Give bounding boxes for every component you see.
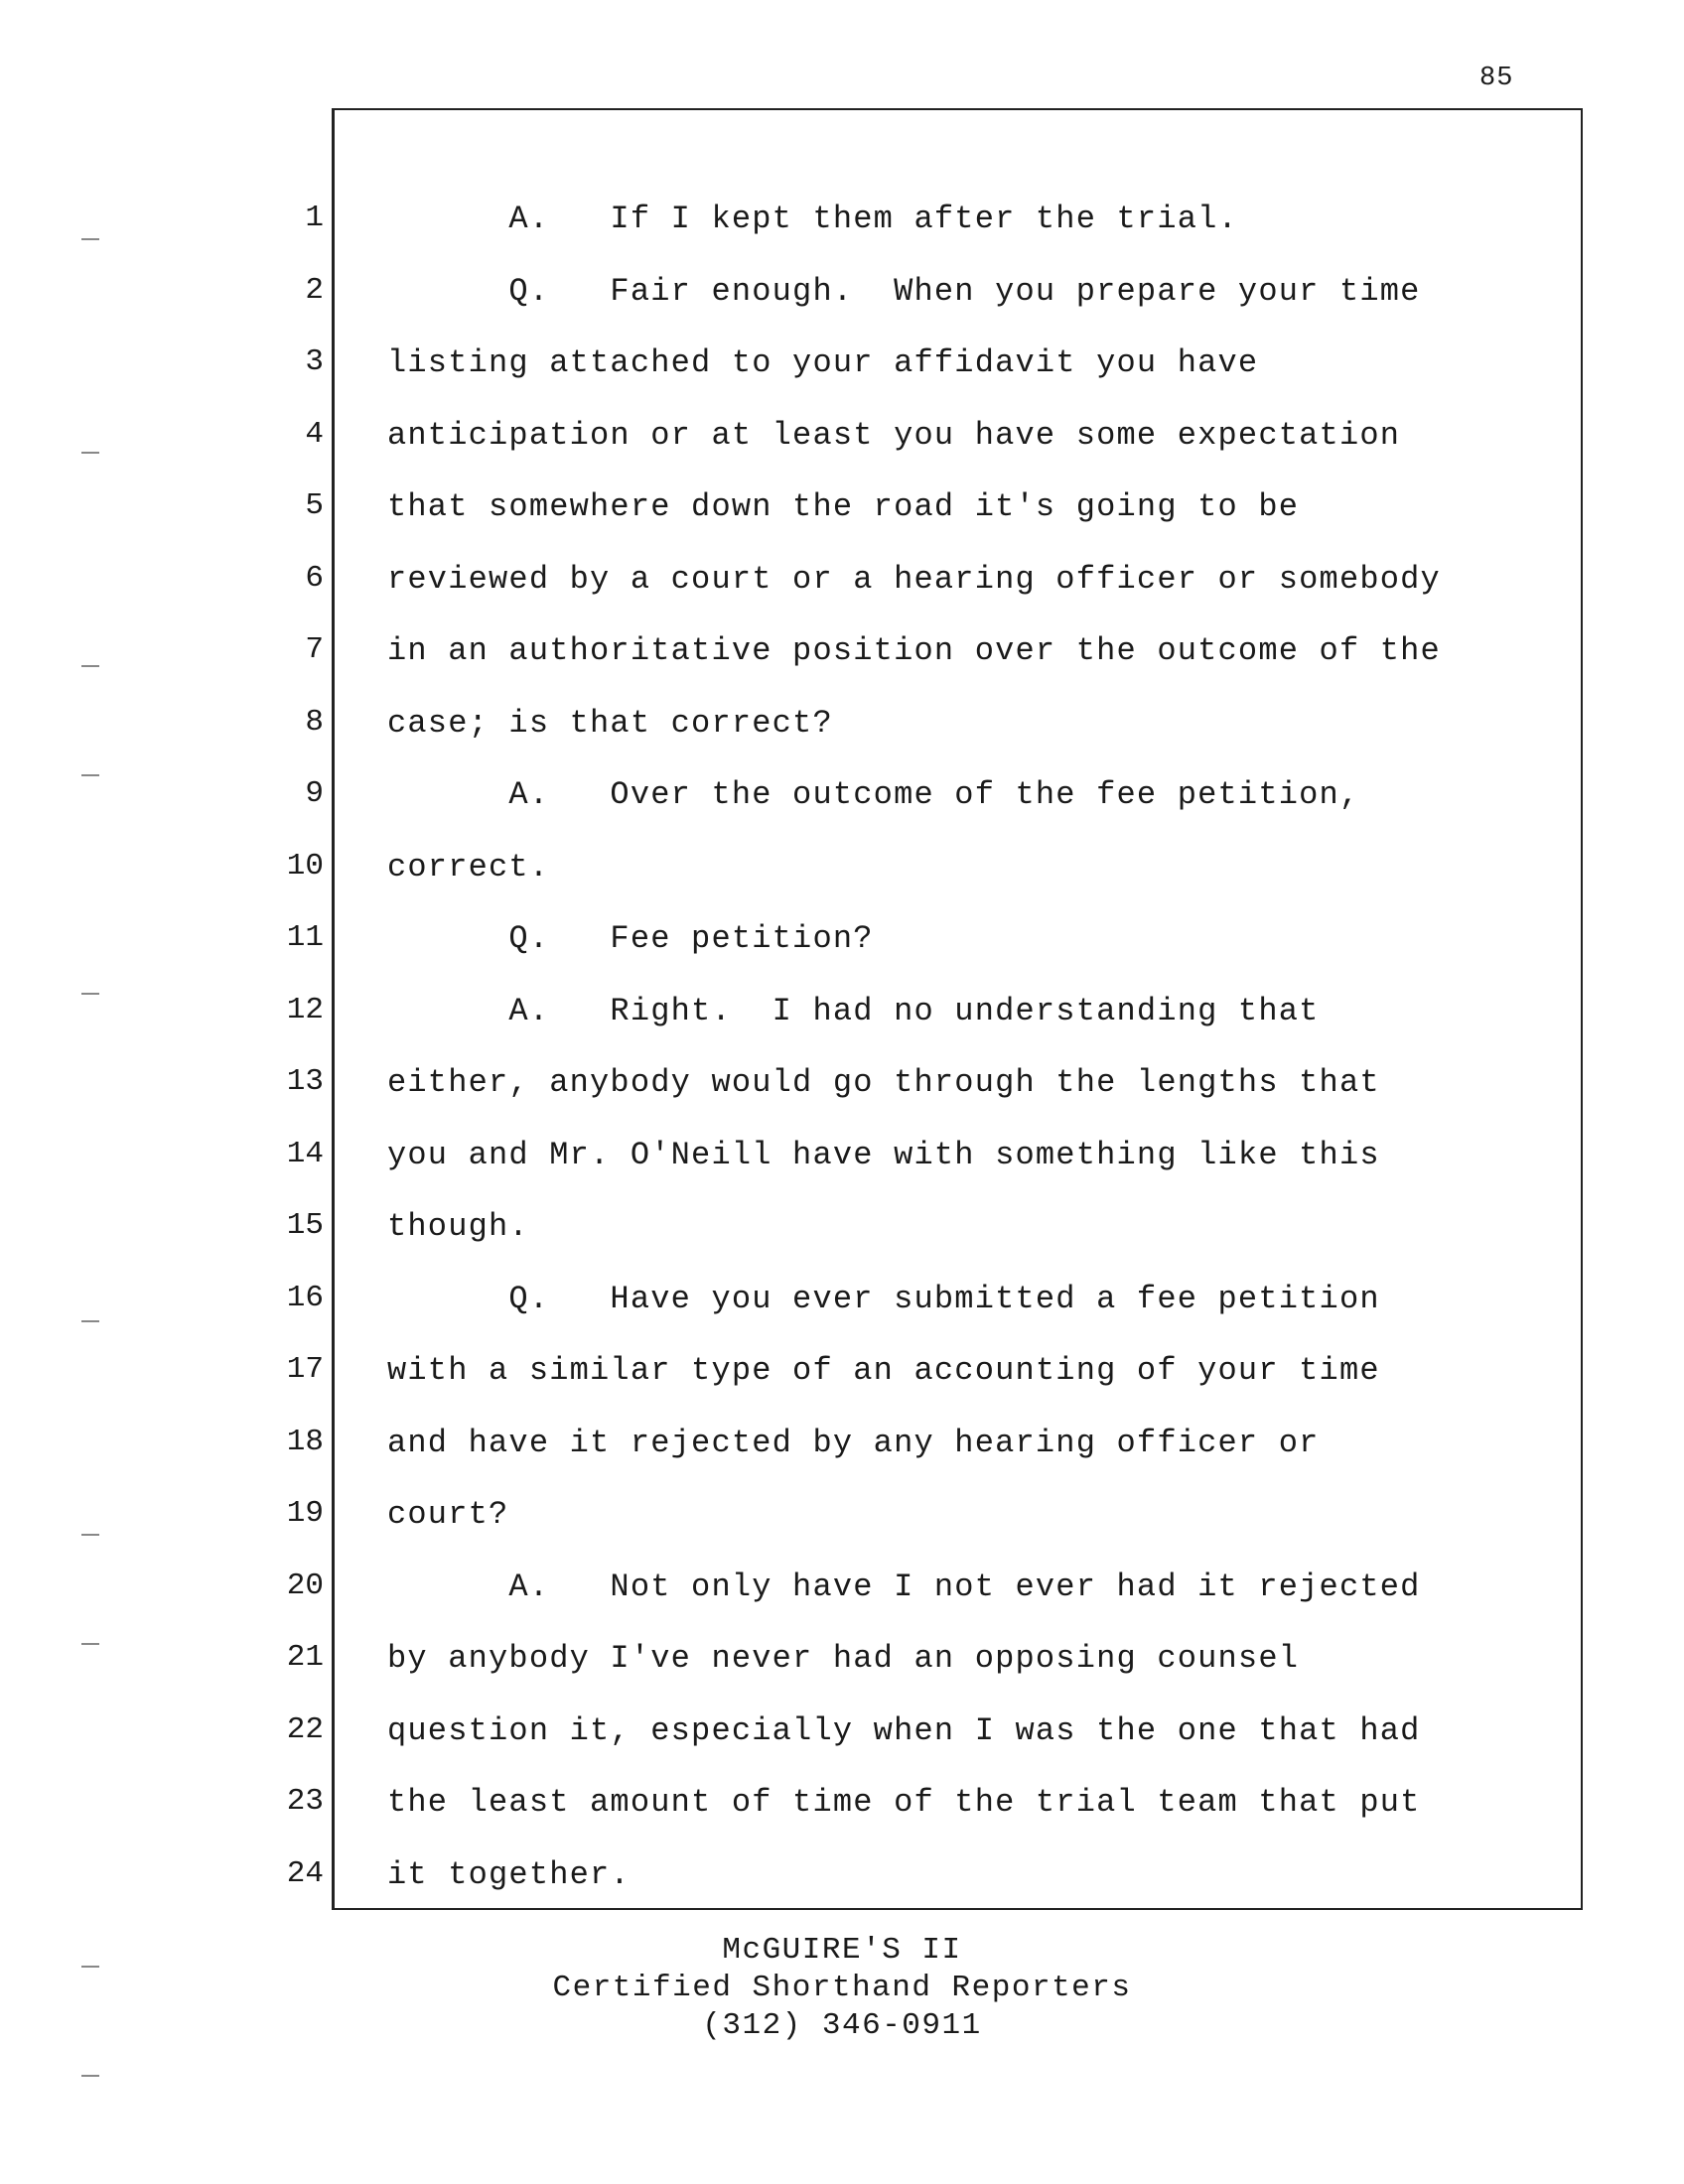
line-number: 16 bbox=[286, 1281, 324, 1315]
reporter-title: Certified Shorthand Reporters bbox=[552, 1971, 1132, 2005]
line-number: 6 bbox=[305, 561, 324, 596]
line-number: 13 bbox=[286, 1064, 324, 1099]
margin-mark bbox=[81, 1966, 99, 1968]
transcript-line: court? bbox=[387, 1496, 509, 1533]
transcript-line: either, anybody would go through the lengths that bbox=[387, 1064, 1380, 1101]
line-number: 4 bbox=[305, 417, 324, 452]
line-number: 23 bbox=[286, 1784, 324, 1819]
line-number: 14 bbox=[286, 1137, 324, 1171]
transcript-line: A. Right. I had no understanding that bbox=[387, 993, 1320, 1029]
page-number: 85 bbox=[1479, 64, 1514, 93]
transcript-line: Q. Have you ever submitted a fee petition bbox=[387, 1281, 1380, 1317]
reporter-name: McGUIRE'S II bbox=[722, 1933, 962, 1968]
margin-mark bbox=[81, 2075, 99, 2077]
line-number: 2 bbox=[305, 273, 324, 308]
line-number: 8 bbox=[305, 705, 324, 740]
margin-mark bbox=[81, 993, 99, 995]
margin-mark bbox=[81, 1643, 99, 1645]
transcript-line: though. bbox=[387, 1208, 529, 1245]
transcript-line: listing attached to your affidavit you have bbox=[387, 344, 1259, 381]
transcript-line: Q. Fee petition? bbox=[387, 920, 874, 957]
line-number: 10 bbox=[286, 849, 324, 884]
line-number: 11 bbox=[286, 920, 324, 955]
line-number: 12 bbox=[286, 993, 324, 1027]
transcript-line: and have it rejected by any hearing officer or bbox=[387, 1425, 1320, 1461]
margin-mark bbox=[81, 665, 99, 667]
line-number: 24 bbox=[286, 1856, 324, 1891]
transcript-line: in an authoritative position over the outcome of the bbox=[387, 632, 1441, 669]
line-number: 9 bbox=[305, 776, 324, 811]
line-number: 18 bbox=[286, 1425, 324, 1459]
transcript-line: the least amount of time of the trial team that put bbox=[387, 1784, 1421, 1821]
transcript-line: A. If I kept them after the trial. bbox=[387, 201, 1238, 237]
line-number: 3 bbox=[305, 344, 324, 379]
transcript-line: it together. bbox=[387, 1856, 631, 1893]
line-number: 21 bbox=[286, 1640, 324, 1675]
line-number: 19 bbox=[286, 1496, 324, 1531]
reporter-phone: (312) 346-0911 bbox=[702, 2008, 982, 2043]
transcript-line: with a similar type of an accounting of your time bbox=[387, 1352, 1380, 1389]
line-number: 7 bbox=[305, 632, 324, 667]
margin-mark bbox=[81, 238, 99, 240]
transcript-line: anticipation or at least you have some expectation bbox=[387, 417, 1401, 454]
transcript-line: reviewed by a court or a hearing officer or somebody bbox=[387, 561, 1441, 598]
transcript-line: you and Mr. O'Neill have with something like this bbox=[387, 1137, 1380, 1173]
line-number: 5 bbox=[305, 488, 324, 523]
transcript-line: by anybody I've never had an opposing counsel bbox=[387, 1640, 1300, 1677]
transcript-line: A. Over the outcome of the fee petition, bbox=[387, 776, 1360, 813]
margin-mark bbox=[81, 774, 99, 776]
line-number: 22 bbox=[286, 1712, 324, 1747]
transcript-line: question it, especially when I was the one that had bbox=[387, 1712, 1421, 1749]
transcript-line: A. Not only have I not ever had it rejected bbox=[387, 1569, 1421, 1605]
margin-mark bbox=[81, 452, 99, 454]
line-number: 15 bbox=[286, 1208, 324, 1243]
transcript-line: that somewhere down the road it's going to be bbox=[387, 488, 1300, 525]
transcript-line: case; is that correct? bbox=[387, 705, 833, 742]
margin-mark bbox=[81, 1320, 99, 1322]
margin-mark bbox=[81, 1534, 99, 1536]
transcript-line: correct. bbox=[387, 849, 550, 886]
transcript-line: Q. Fair enough. When you prepare your time bbox=[387, 273, 1421, 310]
line-number: 17 bbox=[286, 1352, 324, 1387]
line-number: 1 bbox=[305, 201, 324, 235]
line-number: 20 bbox=[286, 1569, 324, 1603]
